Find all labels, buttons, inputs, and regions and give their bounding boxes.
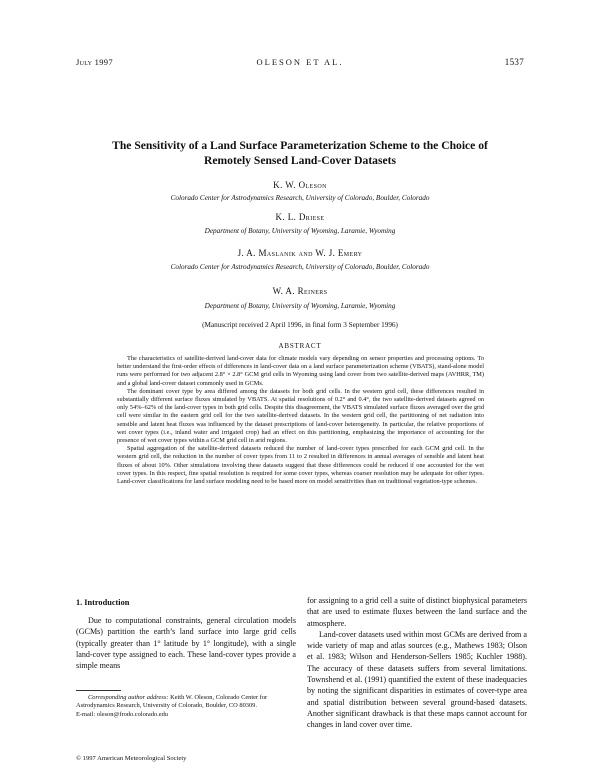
- intro-paragraph-continued: for assigning to a grid cell a suite of distinct biophysical parameters that are used to estimate fluxes between the land surface and the atmosphere.: [307, 596, 527, 628]
- abstract-body: [117, 355, 484, 486]
- footnote-label: Corresponding author address:: [88, 694, 169, 701]
- footnote-rule: [76, 690, 121, 691]
- manuscript-received: (Manuscript received 2 April 1996, in final form 3 September 1996): [202, 321, 398, 329]
- author-2: K. L. Driese: [275, 212, 325, 222]
- author-3: J. A. Maslanik and W. J. Emery: [237, 248, 363, 258]
- affiliation-1: Colorado Center for Astrodynamics Research, University of Colorado, Boulder, Colorado: [170, 194, 430, 202]
- affiliation-3: Colorado Center for Astrodynamics Research, University of Colorado, Boulder, Colorado: [170, 263, 430, 271]
- intro-paragraph-2: Land-cover datasets used within most GCMs are derived from a wide variety of map and atlas sources (e.g., Mathews 1983; Olson et al. 1983; Wilson and Henderson-Sellers 1985; Kuchler 1988). The accuracy of these datasets suffers from several limitations. Townshend et al. (1991) quantified the extent of these inadequacies by noting the significant disparities in estimates of cover-type area and spatial distribution between several ground-based datasets. Another significant drawback is that these maps cannot account for changes in land cover over time.: [307, 629, 527, 730]
- right-column: [307, 595, 527, 731]
- author-4: W. A. Reiners: [272, 286, 328, 296]
- title-line-1: The Sensitivity of a Land Surface Parameterization Scheme to the Choice of: [112, 139, 488, 152]
- page-number: 1537: [504, 57, 524, 67]
- left-column: [76, 615, 296, 671]
- abstract-paragraph-2: The dominant cover type by area differed among the datasets for both grid cells. In the western grid cell, these differences resulted in substantially different surface fluxes simulated by VBATS. At spatial resolutions of 0.2° and 0.4°, the two satellite-derived datasets agreed on only 54%–62% of the land-cover types in both grid cells. Despite this disagreement, the VBATS simulated surface fluxes averaged over the grid cell were similar in the eastern grid cell for the two satellite-derived datasets. In the western grid cell, the partitioning of net radiation into sensible and latent heat fluxes was influenced by the dataset prescriptions of land-cover heterogeneity. In particular, the relative proportions of wet cover types (i.e., inland water and irrigated crop) had an effect on this partitioning, emphasizing the importance of accounting for the presence of wet cover types within a GCM grid cell in arid regions.: [117, 387, 484, 445]
- running-head-authors: OLESON ET AL.: [256, 57, 344, 67]
- affiliation-4: Department of Botany, University of Wyoming, Laramie, Wyoming: [204, 302, 396, 310]
- title-line-2: Remotely Sensed Land-Cover Datasets: [203, 154, 397, 167]
- section-heading-introduction: 1. Introduction: [76, 598, 130, 607]
- footnote-address: Keith W. Oleson, Colorado Center for Astrodynamics Research, University of Colorado, Boulder, CO 80309.: [76, 694, 268, 710]
- footnote: [76, 694, 302, 719]
- paper-title: [60, 138, 540, 168]
- abstract-paragraph-1: The characteristics of satellite-derived land-cover data for climate models vary depending on sensor properties and processing options. To better understand the first-order effects of differences in land-cover data on a land surface parameterization scheme (VBATS), stand-alone model runs were performed for two adjacent 2.8° × 2.8° GCM grid cells in Wyoming using land cover from two satellite-derived maps (AVHRR, TM) and a global land-cover dataset commonly used in GCMs.: [117, 355, 484, 387]
- abstract-paragraph-3: Spatial aggregation of the satellite-derived datasets reduced the number of land-cover types prescribed for each GCM grid cell. In the western grid cell, the reduction in the number of cover types from 11 to 2 resulted in differences in annual averages of sensible and latent heat fluxes of about 10%. Other simulations involving these datasets suggest that these differences could be reduced if one accounted for the wet cover types. In this respect, fine spatial resolution is required for some cover types, whereas coarser resolution may be adequate for other types. Land-cover classifications for land surface modeling need to be based more on model sensitivities than on traditional vegetation-type schemes.: [117, 445, 484, 486]
- author-1: K. W. Oleson: [273, 180, 327, 190]
- abstract-heading: ABSTRACT: [278, 342, 322, 350]
- affiliation-2: Department of Botany, University of Wyoming, Laramie, Wyoming: [204, 227, 396, 235]
- running-head-date: July 1997: [76, 57, 113, 67]
- copyright-notice: © 1997 American Meteorological Society: [76, 755, 187, 762]
- intro-paragraph-left: Due to computational constraints, general circulation models (GCMs) partition the earth’s land surface into large grid cells (typically greater than 1° latitude by 1° longitude), with a single land-cover type assigned to each. These land-cover types provide a simple means: [76, 616, 296, 671]
- footnote-email: E-mail: oleson@frodo.colorado.edu: [76, 710, 168, 718]
